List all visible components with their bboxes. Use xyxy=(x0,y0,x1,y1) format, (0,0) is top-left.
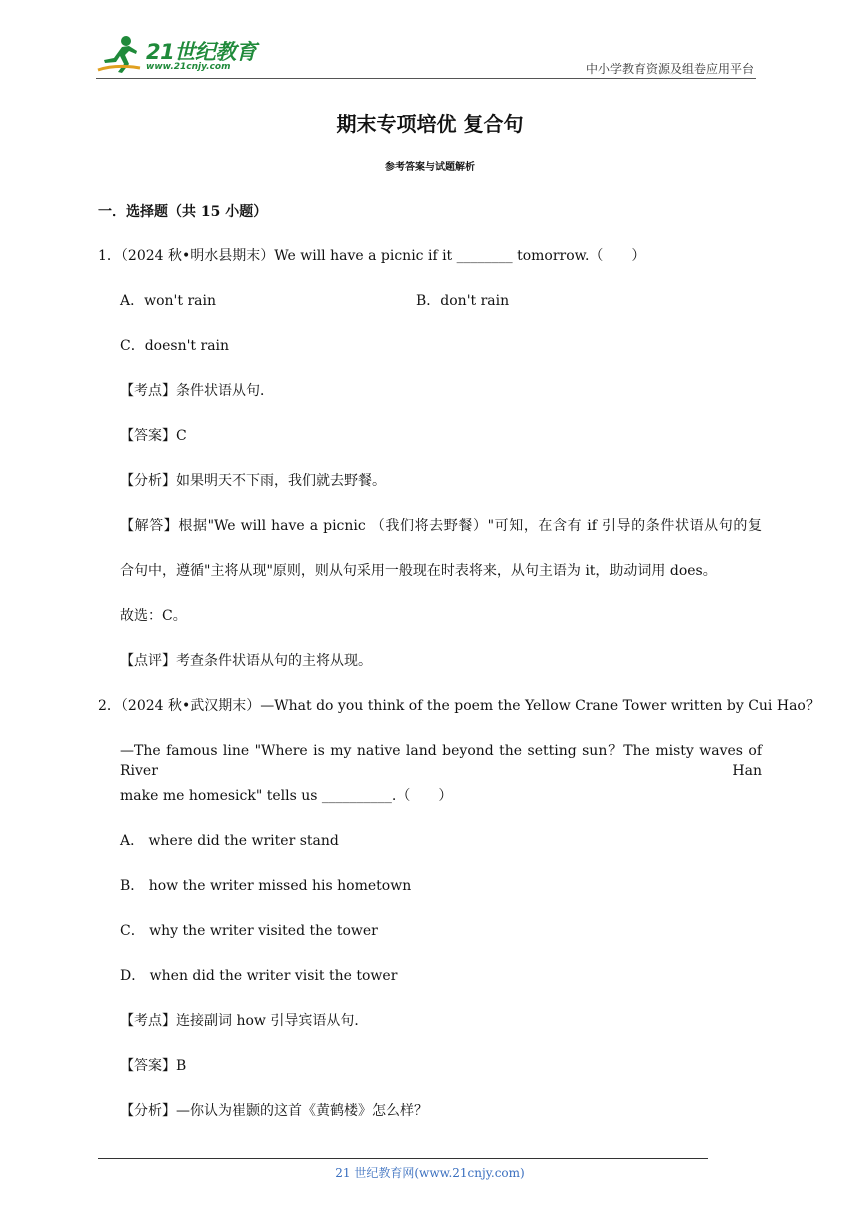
q2-analysis: 【分析】—你认为崔颢的这首《黄鹤楼》怎么样？ xyxy=(120,1103,428,1119)
q1-answer: 【答案】C xyxy=(120,428,187,444)
q1-jieda-line3: 故选：C。 xyxy=(120,608,187,624)
logo-url: www.21cnjy.com xyxy=(146,62,231,72)
q1-jieda-line2: 合句中，遵循"主将从现"原则，则从句采用一般现在时表将来，从句主语为 it，助动词用 does。 xyxy=(120,563,717,579)
q1-jieda-line1: 【解答】根据"We will have a picnic （我们将去野餐）"可知，在含有 if 引导的条件状语从句的复 xyxy=(120,518,762,534)
document-title: 期末专项培优 复合句 xyxy=(336,112,524,136)
q2-option-a: A． where did the writer stand xyxy=(120,833,339,849)
q2-stem-line3: make me homesick" tells us __________.（ ） xyxy=(120,788,453,804)
q1-dianping: 【点评】考查条件状语从句的主将从现。 xyxy=(120,653,372,669)
runner-logo-icon xyxy=(96,34,144,74)
footer-divider xyxy=(98,1158,708,1159)
logo-text: 21世纪教育 xyxy=(146,40,257,64)
q2-answer: 【答案】B xyxy=(120,1058,187,1074)
q2-option-b: B． how the writer missed his hometown xyxy=(120,878,412,894)
page-header xyxy=(96,34,756,79)
q2-kaodian: 【考点】连接副词 how 引导宾语从句． xyxy=(120,1013,369,1029)
header-platform-text: 中小学教育资源及组卷应用平台 xyxy=(585,62,754,76)
q2-option-d: D． when did the writer visit the tower xyxy=(120,968,398,984)
q1-analysis: 【分析】如果明天不下雨，我们就去野餐。 xyxy=(120,473,386,489)
q2-stem-line2: —The famous line "Where is my native land beyond the setting sun？The misty waves of River Han xyxy=(120,743,762,779)
logo xyxy=(96,34,266,76)
q1-kaodian: 【考点】条件状语从句． xyxy=(120,383,274,399)
q1-stem: 1．（2024 秋•明水县期末）We will have a picnic if it ________ tomorrow.（ ） xyxy=(98,248,646,264)
section-heading: 一．选择题（共 15 小题） xyxy=(98,204,268,220)
q2-stem-line1: 2．（2024 秋•武汉期末）—What do you think of the poem the Yellow Crane Tower written by Cui Hao？ xyxy=(98,698,820,714)
document-subtitle: 参考答案与试题解析 xyxy=(385,162,475,173)
q1-option-c: C．doesn't rain xyxy=(120,338,230,354)
q1-option-b: B．don't rain xyxy=(416,293,510,309)
q2-option-c: C． why the writer visited the tower xyxy=(120,923,378,939)
q1-option-a: A．won't rain xyxy=(120,293,216,309)
footer-link[interactable]: 21 世纪教育网(www.21cnjy.com) xyxy=(335,1166,525,1180)
